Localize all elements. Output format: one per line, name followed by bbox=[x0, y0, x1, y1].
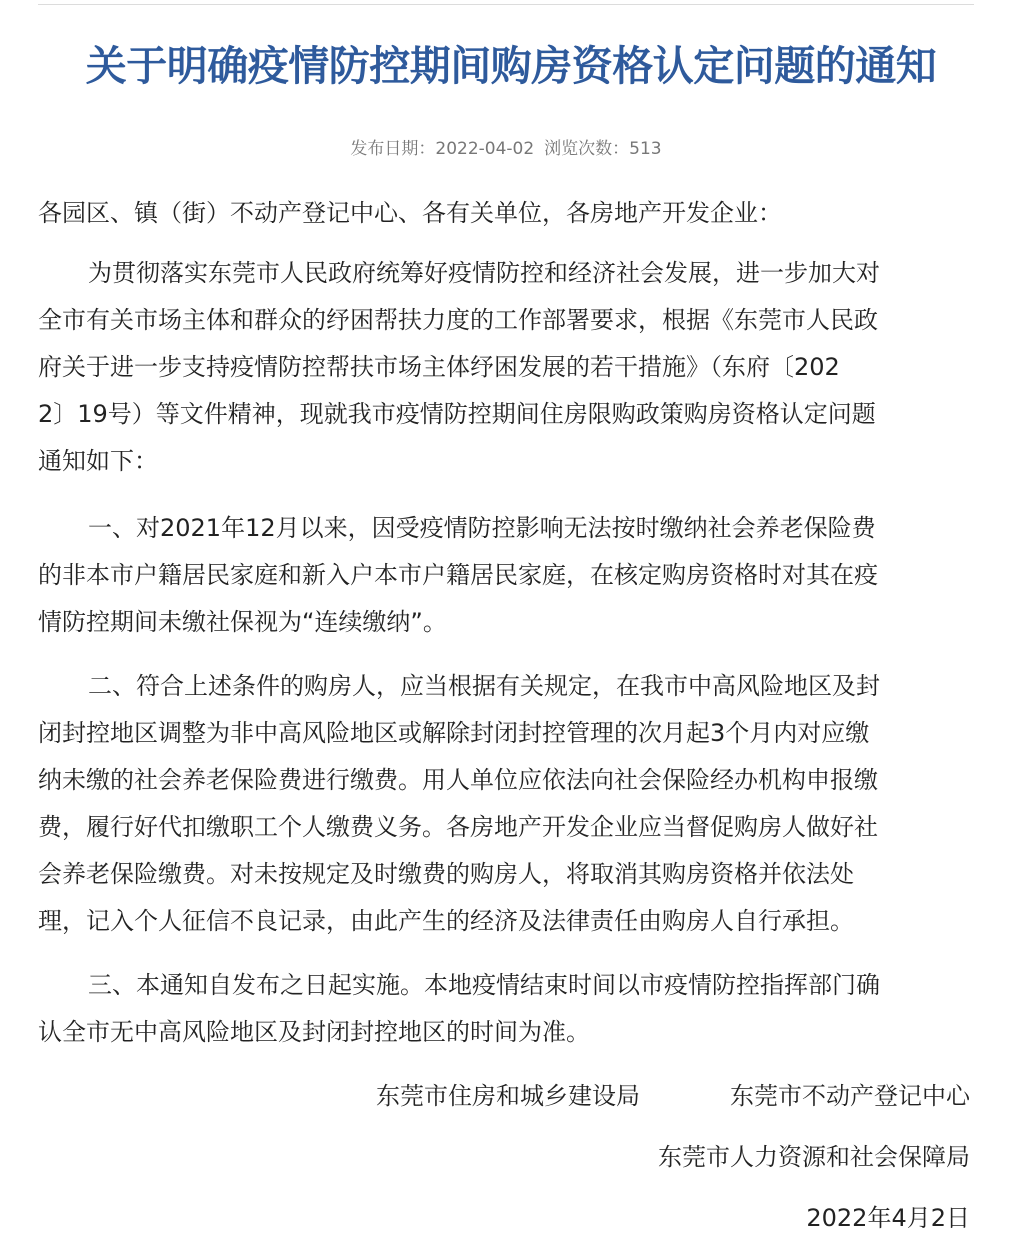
paragraph-line: 闭封控地区调整为非中高风险地区或解除封闭封控管理的次月起3个月内对应缴 bbox=[38, 719, 870, 747]
paragraph-item-3 bbox=[38, 962, 974, 1056]
paragraph-line: 全市有关市场主体和群众的纾困帮扶力度的工作部署要求，根据《东莞市人民政 bbox=[38, 306, 878, 334]
paragraph-line: 会养老保险缴费。对未按规定及时缴费的购房人，将取消其购房资格并依法处 bbox=[38, 860, 854, 888]
view-count-label: 浏览次数： bbox=[544, 139, 630, 159]
paragraph-intro bbox=[38, 250, 974, 485]
paragraph-line: 情防控期间未缴社保视为“连续缴纳”。 bbox=[38, 608, 447, 636]
publish-date-label: 发布日期： bbox=[350, 139, 436, 159]
paragraph-line: 费，履行好代扣缴职工个人缴费义务。各房地产开发企业应当督促购房人做好社 bbox=[38, 813, 878, 841]
paragraph-line: 三、本通知自发布之日起实施。本地疫情结束时间以市疫情防控指挥部门确 bbox=[88, 971, 880, 999]
paragraph-line: 纳未缴的社会养老保险费进行缴费。用人单位应依法向社会保险经办机构申报缴 bbox=[38, 766, 878, 794]
signature-row-2 bbox=[38, 1137, 970, 1177]
paragraph-line: 2〕19号）等文件精神，现就我市疫情防控期间住房限购政策购房资格认定问题 bbox=[38, 400, 876, 428]
paragraph-item-2 bbox=[38, 663, 974, 945]
publish-date: 2022-04-02 bbox=[435, 139, 535, 159]
paragraph-line: 通知如下： bbox=[38, 447, 158, 475]
article-meta bbox=[0, 134, 1012, 159]
paragraph-line: 一、对2021年12月以来，因受疫情防控影响无法按时缴纳社会养老保险费 bbox=[88, 514, 876, 542]
signature-date-row bbox=[38, 1198, 970, 1238]
paragraph-line: 认全市无中高风险地区及封闭封控地区的时间为准。 bbox=[38, 1018, 590, 1046]
signature-org-hr: 东莞市人力资源和社会保障局 bbox=[658, 1143, 970, 1171]
paragraph-line: 为贯彻落实东莞市人民政府统筹好疫情防控和经济社会发展，进一步加大对 bbox=[88, 259, 880, 287]
signature-org-registry: 东莞市不动产登记中心 bbox=[730, 1082, 970, 1110]
salutation-line: 各园区、镇（街）不动产登记中心、各有关单位，各房地产开发企业： bbox=[38, 199, 782, 227]
signature-row-1 bbox=[38, 1076, 970, 1116]
top-divider bbox=[38, 0, 974, 5]
signature-org-housing: 东莞市住房和城乡建设局 bbox=[376, 1082, 640, 1110]
paragraph-line: 的非本市户籍居民家庭和新入户本市户籍居民家庭，在核定购房资格时对其在疫 bbox=[38, 561, 878, 589]
page-title: 关于明确疫情防控期间购房资格认定问题的通知 bbox=[85, 42, 937, 90]
salutation bbox=[38, 190, 974, 237]
signature-date: 2022年4月2日 bbox=[806, 1204, 970, 1232]
paragraph-item-1 bbox=[38, 505, 974, 646]
paragraph-line: 理，记入个人征信不良记录，由此产生的经济及法律责任由购房人自行承担。 bbox=[38, 907, 854, 935]
paragraph-line: 府关于进一步支持疫情防控帮扶市场主体纾困发展的若干措施》（东府〔202 bbox=[38, 353, 840, 381]
view-count: 513 bbox=[629, 139, 662, 159]
paragraph-line: 二、符合上述条件的购房人，应当根据有关规定，在我市中高风险地区及封 bbox=[88, 672, 880, 700]
